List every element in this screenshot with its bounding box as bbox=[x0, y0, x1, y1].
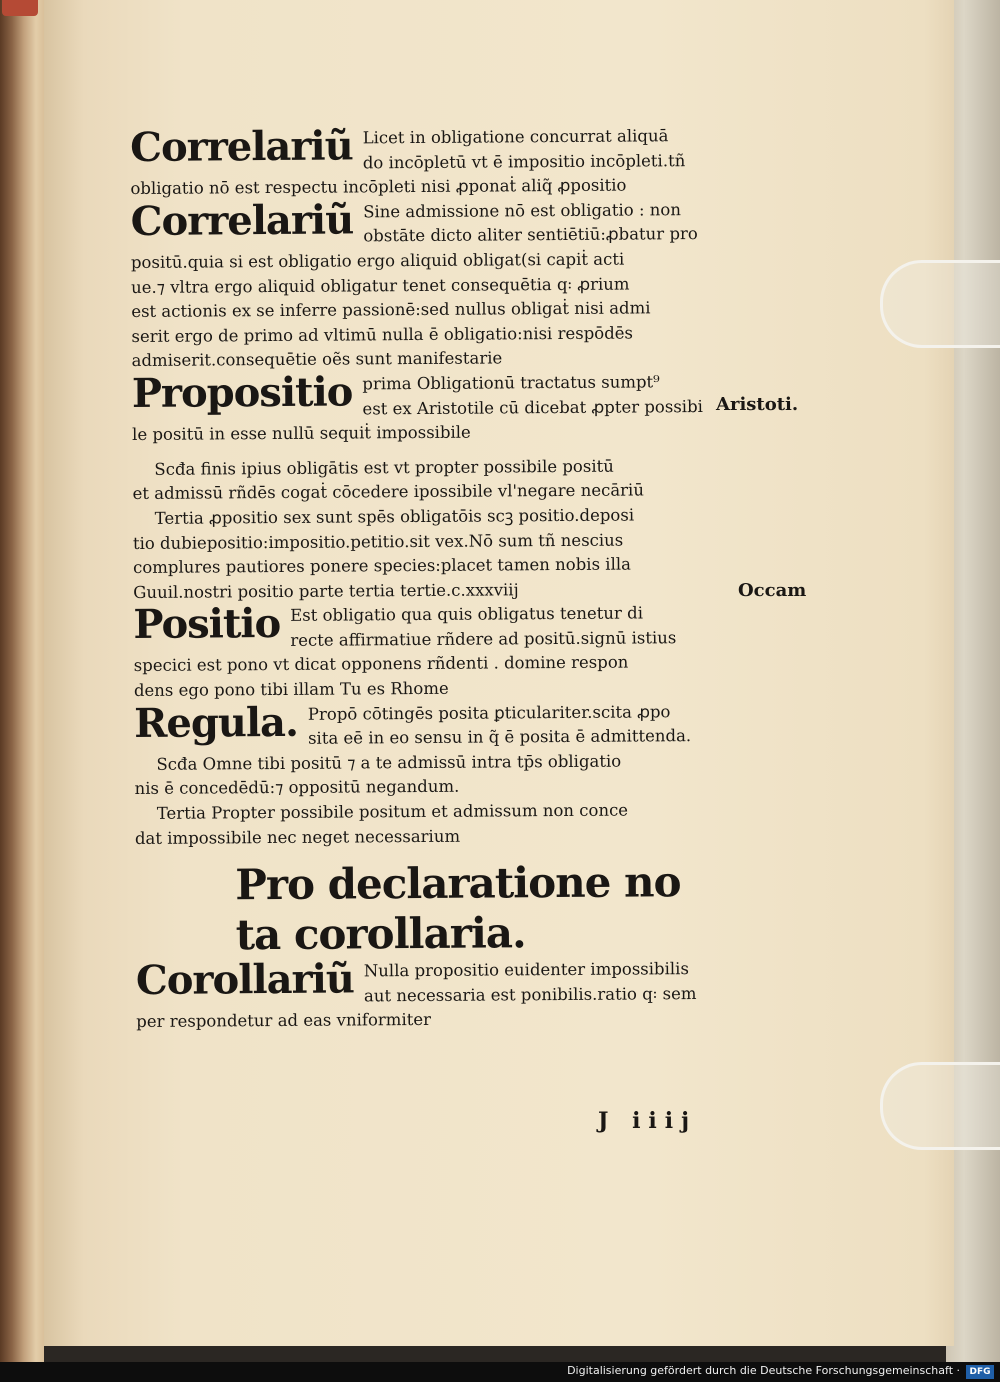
text-line: Nulla propositio euidenter impossibilis bbox=[363, 959, 689, 981]
text-line: Est obligatio qua quis obligatus tenetur di bbox=[290, 603, 644, 626]
text-line: Propō cōtingēs posita ꝑticulariter.scita ꝓpo bbox=[307, 701, 671, 724]
text-line: dat impossibile nec neget necessarium bbox=[134, 826, 461, 848]
paragraph-secunda-b bbox=[134, 749, 734, 802]
text-line: do incōpletū vt ē impositio incōpleti.tñ bbox=[362, 150, 686, 172]
text-line: recte affirmatiue rñdere ad positū.signū istius bbox=[290, 628, 677, 650]
footer-credit: Digitalisierung gefördert durch die Deutsche Forschungsgemeinschaft · bbox=[567, 1364, 960, 1377]
paragraph-secunda bbox=[132, 454, 732, 507]
text-line: obstāte dicto aliter sentiētiū:ꝓbatur pro bbox=[363, 224, 698, 246]
corollarium-entry bbox=[136, 957, 737, 1035]
text-line: Scđa Omne tibi positū ⁊ a te admissū intra tp̄s obligatio bbox=[156, 751, 622, 774]
positio-entry bbox=[133, 601, 734, 704]
text-line: complures pautiores ponere species:placet tamen nobis illa bbox=[133, 554, 631, 578]
text-line: aut necessaria est ponibilis.ratio q꞉ sem bbox=[363, 983, 697, 1006]
section-subheading: Pro declaratione no bbox=[235, 857, 681, 910]
text-line: Sine admissione nō est obligatio : non bbox=[363, 199, 681, 222]
text-line: Licet in obligatione concurrat aliquā bbox=[362, 126, 669, 148]
correlarium-entry-2 bbox=[131, 198, 732, 374]
text-line: sita eē in eo sensu in q̃ ē posita ē admittenda. bbox=[307, 726, 692, 749]
text-line: Scđa finis ipius obligātis est vt propter possibile positū bbox=[154, 456, 614, 479]
entry-heading: Regula. bbox=[133, 698, 299, 747]
text-line: ue.⁊ vltra ergo aliquid obligatur tenet consequētia q꞉ ꝓrium bbox=[131, 274, 630, 297]
page-text bbox=[130, 124, 736, 1035]
text-line: Guuil.nostri positio parte tertia tertie.c.xxxviij bbox=[133, 579, 519, 602]
text-line: Tertia Propter possibile positum et admissum non conce bbox=[156, 800, 629, 823]
text-line: est ex Aristotile cū dicebat ꝓpter possibi bbox=[362, 396, 703, 418]
paragraph-tertia-b bbox=[135, 798, 735, 851]
page-edge bbox=[946, 0, 1000, 1362]
text-line: dens ego pono tibi illam Tu es Rhome bbox=[133, 678, 449, 701]
entry-heading: Corollariũ bbox=[135, 955, 355, 1005]
binding-tab bbox=[2, 0, 38, 16]
text-line: Tertia ꝓpositio sex sunt spēs obligatōis scꝫ positio.deposi bbox=[154, 505, 635, 528]
text-line: tio dubiepositio:impositio.petitio.sit vex.Nō sum tñ nescius bbox=[132, 530, 624, 553]
correlarium-entry-1 bbox=[130, 124, 731, 202]
footer-bar bbox=[0, 1362, 1000, 1382]
text-line: nis ē concedēdū:⁊ oppositū negandum. bbox=[134, 777, 460, 799]
text-line: le positū in esse nullū sequiṫ impossibile bbox=[132, 422, 471, 445]
text-line: obligatio nō est respectu incōpleti nisi ꝓponaṫ aliq̃ ꝓpositio bbox=[130, 175, 627, 199]
regula-entry bbox=[134, 699, 734, 752]
text-line: serit ergo de primo ad vltimū nulla ē obligatio:nisi respōdēs bbox=[131, 323, 634, 346]
dfg-logo: DFG bbox=[966, 1365, 994, 1379]
text-line: et admissū rñdēs cogaṫ cōcedere ipossibile vl'negare necāriū bbox=[132, 480, 644, 504]
page-clip-bottom bbox=[880, 1062, 1000, 1150]
book-binding bbox=[0, 0, 44, 1362]
text-line: positū.quia si est obligatio ergo aliquid obligat(si capiṫ acti bbox=[130, 249, 625, 272]
text-line: prima Obligationū tractatus sumpt⁹ bbox=[362, 372, 660, 394]
entry-heading: Propositio bbox=[131, 368, 353, 417]
text-line: admiserit.consequētie oẽs sunt manifestarie bbox=[131, 348, 503, 371]
paragraph-tertia bbox=[133, 503, 734, 606]
entry-heading: Correlariũ bbox=[129, 122, 353, 171]
page-clip-top bbox=[880, 260, 1000, 348]
entry-heading: Positio bbox=[133, 600, 281, 649]
margin-note-aristoti: Aristoti. bbox=[716, 394, 799, 415]
signature-mark: J iiij bbox=[598, 1108, 698, 1134]
section-subheading: ta corollaria. bbox=[235, 908, 526, 960]
margin-note-occam: Occam bbox=[738, 580, 807, 601]
entry-heading: Correlariũ bbox=[130, 196, 354, 245]
text-line: per respondetur ad eas vniformiter bbox=[136, 1010, 432, 1032]
propositio-entry bbox=[132, 370, 733, 448]
text-line: specici est pono vt dicat opponens rñdenti . domine respon bbox=[133, 653, 629, 676]
text-line: est actionis ex se inferre passionē:sed nullus obligaṫ nisi admi bbox=[131, 298, 651, 322]
